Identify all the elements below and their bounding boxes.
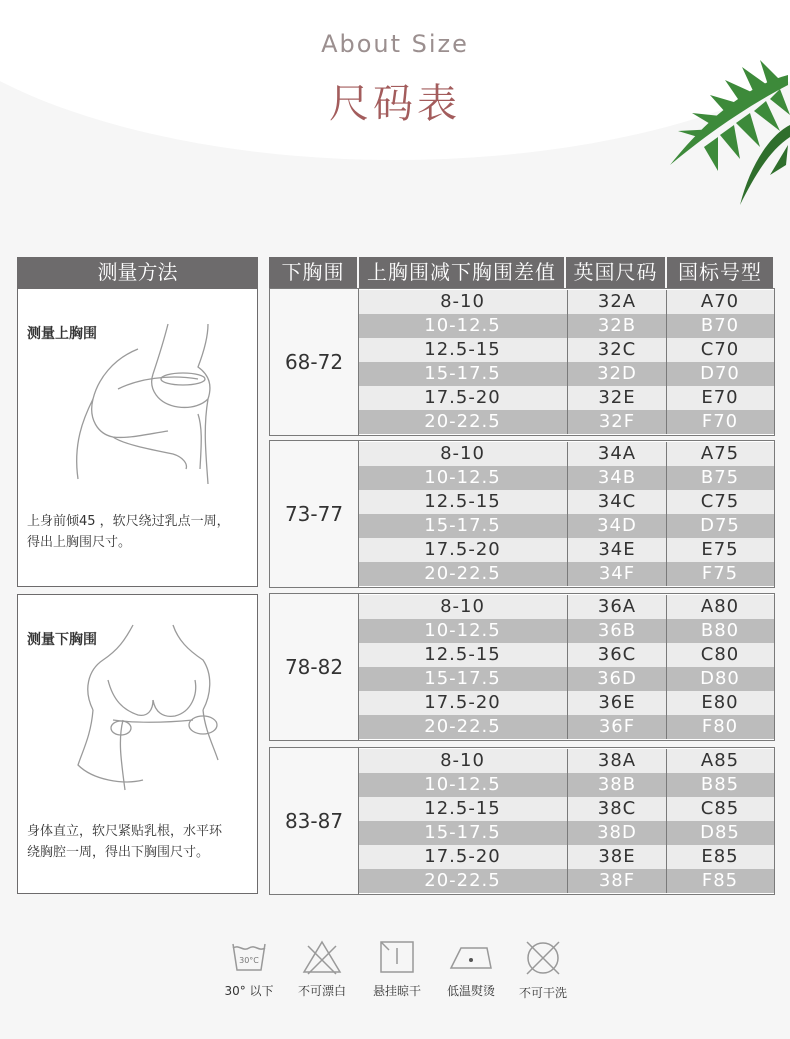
difference-cell: 17.5-20 <box>424 387 501 408</box>
uk-size-cell: 38E <box>567 845 667 869</box>
intl-size-cell: A70 <box>700 291 740 312</box>
table-row <box>359 691 774 715</box>
hang-dry-icon <box>377 938 417 976</box>
upper-bust-desc-line1: 上身前倾45 ，软尺绕过乳点一周， <box>27 514 230 529</box>
intl-size-cell: D70 <box>700 363 740 384</box>
header-difference: 上胸围减下胸围差值 <box>359 257 564 288</box>
table-row <box>359 619 774 643</box>
intl-size-cell: C70 <box>700 339 740 360</box>
table-row <box>359 410 774 434</box>
uk-size-cell: 36C <box>567 643 667 667</box>
difference-cell: 20-22.5 <box>424 411 501 432</box>
upper-bust-illustration <box>58 319 248 489</box>
difference-cell: 17.5-20 <box>424 539 501 560</box>
intl-size-cell: E85 <box>701 846 739 867</box>
uk-size-cell: 32C <box>567 338 667 362</box>
care-no-dry-clean-label: 不可干洗 <box>518 986 567 1000</box>
uk-size-cell: 36F <box>567 715 667 739</box>
uk-size-cell: 34D <box>567 514 667 538</box>
size-group <box>269 593 775 741</box>
table-row <box>359 466 774 490</box>
intl-size-cell: E75 <box>701 539 739 560</box>
wash-30-icon <box>229 938 269 976</box>
size-group <box>269 288 775 436</box>
table-row <box>359 797 774 821</box>
header-intl-size: 国标号型 <box>667 257 773 288</box>
table-row <box>359 749 774 773</box>
difference-cell: 17.5-20 <box>424 692 501 713</box>
low-iron-icon <box>447 938 495 976</box>
difference-cell: 10-12.5 <box>424 467 501 488</box>
size-group <box>269 440 775 588</box>
difference-cell: 8-10 <box>440 596 485 617</box>
care-hang-dry-label: 悬挂晾干 <box>372 984 421 998</box>
under-bust-illustration <box>63 620 243 795</box>
under-bust-method-panel <box>17 594 258 894</box>
difference-cell: 8-10 <box>440 291 485 312</box>
table-row <box>359 362 774 386</box>
uk-size-cell: 34A <box>567 442 667 466</box>
uk-size-cell: 34C <box>567 490 667 514</box>
intl-size-cell: B85 <box>700 774 740 795</box>
difference-cell: 17.5-20 <box>424 846 501 867</box>
intl-size-cell: E80 <box>701 692 739 713</box>
care-no-dry-clean <box>508 938 578 1001</box>
difference-cell: 12.5-15 <box>424 339 501 360</box>
title-chinese: 尺码表 <box>329 81 461 127</box>
intl-size-cell: F75 <box>701 563 739 584</box>
uk-size-cell: 38C <box>567 797 667 821</box>
under-bust-title: 测量下胸围 <box>27 632 97 648</box>
palm-leaf-icon <box>630 55 790 205</box>
no-dry-clean-icon <box>521 938 565 978</box>
uk-size-cell: 38D <box>567 821 667 845</box>
table-row <box>359 314 774 338</box>
intl-size-cell: D85 <box>700 822 740 843</box>
underbust-range: 73-77 <box>270 441 359 587</box>
intl-size-cell: F80 <box>701 716 739 737</box>
table-row <box>359 490 774 514</box>
difference-cell: 15-17.5 <box>424 515 501 536</box>
table-row <box>359 514 774 538</box>
difference-cell: 10-12.5 <box>424 620 501 641</box>
uk-size-cell: 32B <box>567 314 667 338</box>
intl-size-cell: A85 <box>700 750 740 771</box>
uk-size-cell: 36B <box>567 619 667 643</box>
intl-size-cell: A75 <box>700 443 740 464</box>
difference-cell: 12.5-15 <box>424 491 501 512</box>
care-no-bleach <box>287 938 357 999</box>
table-row <box>359 643 774 667</box>
table-row <box>359 667 774 691</box>
care-no-bleach-label: 不可漂白 <box>297 984 346 998</box>
uk-size-cell: 32A <box>567 290 667 314</box>
care-low-iron-label: 低温熨烫 <box>446 984 495 998</box>
uk-size-cell: 34E <box>567 538 667 562</box>
no-bleach-icon <box>300 938 344 976</box>
uk-size-cell: 34F <box>567 562 667 586</box>
table-row <box>359 715 774 739</box>
underbust-range: 78-82 <box>270 594 359 740</box>
table-row <box>359 821 774 845</box>
difference-cell: 15-17.5 <box>424 822 501 843</box>
table-row <box>359 869 774 893</box>
uk-size-cell: 38A <box>567 749 667 773</box>
intl-size-cell: B80 <box>700 620 740 641</box>
difference-cell: 20-22.5 <box>424 563 501 584</box>
difference-cell: 10-12.5 <box>424 774 501 795</box>
difference-cell: 20-22.5 <box>424 870 501 891</box>
uk-size-cell: 34B <box>567 466 667 490</box>
intl-size-cell: B70 <box>700 315 740 336</box>
table-row <box>359 386 774 410</box>
care-wash-label: 30° 以下 <box>224 984 274 998</box>
intl-size-cell: B75 <box>700 467 740 488</box>
under-bust-desc-line1: 身体直立，软尺紧贴乳根，水平环 <box>27 824 223 839</box>
table-row <box>359 538 774 562</box>
difference-cell: 20-22.5 <box>424 716 501 737</box>
table-row <box>359 442 774 466</box>
header-uk-size: 英国尺码 <box>566 257 665 288</box>
table-row <box>359 773 774 797</box>
intl-size-cell: C85 <box>700 798 740 819</box>
intl-size-cell: F85 <box>701 870 739 891</box>
method-header: 测量方法 <box>17 257 258 288</box>
difference-cell: 10-12.5 <box>424 315 501 336</box>
underbust-range: 83-87 <box>270 748 359 894</box>
upper-bust-method-panel <box>17 288 258 587</box>
intl-size-cell: C80 <box>700 644 740 665</box>
table-row <box>359 290 774 314</box>
intl-size-cell: E70 <box>701 387 739 408</box>
intl-size-cell: D75 <box>700 515 740 536</box>
difference-cell: 15-17.5 <box>424 668 501 689</box>
intl-size-cell: A80 <box>700 596 740 617</box>
uk-size-cell: 32E <box>567 386 667 410</box>
intl-size-cell: C75 <box>700 491 740 512</box>
intl-size-cell: F70 <box>701 411 739 432</box>
wash-temp-text: 30°C <box>239 956 259 965</box>
table-row <box>359 845 774 869</box>
uk-size-cell: 32D <box>567 362 667 386</box>
title-english: About Size <box>321 30 469 58</box>
uk-size-cell: 38B <box>567 773 667 797</box>
care-wash <box>214 938 284 999</box>
size-group <box>269 747 775 895</box>
upper-bust-title: 测量上胸围 <box>27 326 97 342</box>
uk-size-cell: 36E <box>567 691 667 715</box>
uk-size-cell: 36A <box>567 595 667 619</box>
intl-size-cell: D80 <box>700 668 740 689</box>
difference-cell: 15-17.5 <box>424 363 501 384</box>
underbust-range: 68-72 <box>270 289 359 435</box>
difference-cell: 12.5-15 <box>424 644 501 665</box>
difference-cell: 8-10 <box>440 750 485 771</box>
care-low-iron <box>436 938 506 999</box>
table-row <box>359 595 774 619</box>
table-row <box>359 338 774 362</box>
care-hang-dry <box>362 938 432 999</box>
uk-size-cell: 38F <box>567 869 667 893</box>
table-row <box>359 562 774 586</box>
uk-size-cell: 36D <box>567 667 667 691</box>
header-underbust: 下胸围 <box>269 257 357 288</box>
under-bust-desc-line2: 绕胸腔一周，得出下胸围尺寸。 <box>27 845 210 860</box>
upper-bust-desc-line2: 得出上胸围尺寸。 <box>27 535 132 550</box>
difference-cell: 8-10 <box>440 443 485 464</box>
difference-cell: 12.5-15 <box>424 798 501 819</box>
uk-size-cell: 32F <box>567 410 667 434</box>
